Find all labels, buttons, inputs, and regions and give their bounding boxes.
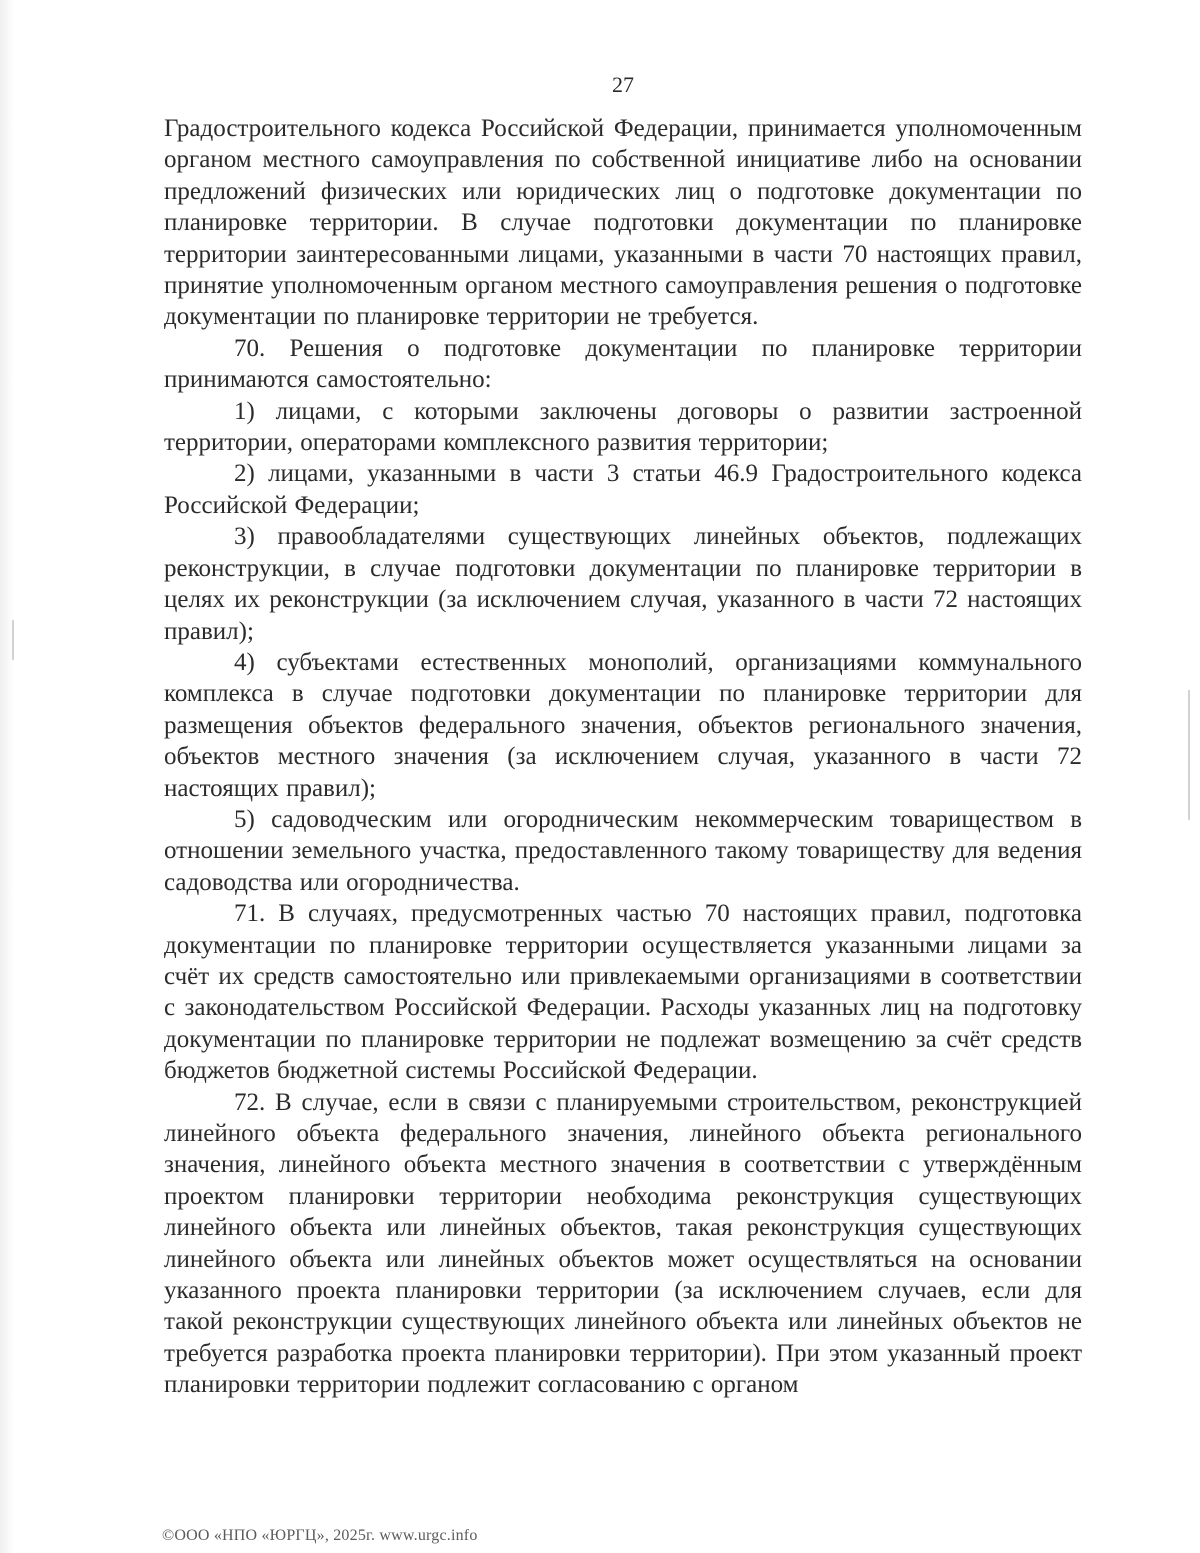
list-item-1: 1) лицами, с которыми заключены договоры о развитии застроенной территории, операторами комплексного развития территории; xyxy=(164,397,1082,457)
scan-left-edge xyxy=(0,0,14,1553)
scan-speck xyxy=(12,620,14,660)
list-item-5: 5) садоводческим или огородническим некоммерческим товариществом в отношении земельного участка, предоставленного такому товариществу для ведения садоводства или огородничества. xyxy=(164,805,1082,896)
copyright-footer: ©ООО «НПО «ЮРГЦ», 2025г. www.urgc.info xyxy=(162,1527,478,1544)
list-item-4: 4) субъектами естественных монополий, организациями коммунального комплекса в случае подготовки документации по планировке территории для размещения объектов федерального значения, объектов регионального значения, объектов местного значения (за исключением случая, указанного в части 72 настоящих правил); xyxy=(164,648,1082,802)
list-item-3: 3) правообладателями существующих линейных объектов, подлежащих реконструкции, в случае подготовки документации по планировке территории в целях их реконструкции (за исключением случая, указанного в части 72 настоящих правил); xyxy=(164,523,1082,645)
paragraph-clause-70: 70. Решения о подготовке документации по планировке территории принимаются самостоятельно: xyxy=(164,334,1082,394)
scan-speck xyxy=(1188,690,1190,820)
page-number: 27 xyxy=(612,72,634,97)
document-body xyxy=(164,113,1082,1401)
paragraph-clause-72: 72. В случае, если в связи с планируемыми строительством, реконструкцией линейного объекта федерального значения, линейного объекта регионального значения, линейного объекта местного значения в соответствии с утверждённым проектом планировки территории необходима реконструкция существующих линейного объекта или линейных объектов, такая реконструкция существующих линейного объекта или линейных объектов может осуществляться на основании указанного проекта планировки территории (за исключением случаев, если для такой реконструкции существующих линейного объекта или линейных объектов не требуется разработка проекта планировки территории). При этом указанный проект планировки территории подлежит согласованию с органом xyxy=(164,1088,1082,1399)
paragraph-clause-71: 71. В случаях, предусмотренных частью 70 настоящих правил, подготовка документации по планировке территории осуществляется указанными лицами за счёт их средств самостоятельно или привлекаемыми организациями в соответствии с законодательством Российской Федерации. Расходы указанных лиц на подготовку документации по планировке территории не подлежат возмещению за счёт средств бюджетов бюджетной системы Российской Федерации. xyxy=(164,900,1082,1085)
paragraph-continuation: Градостроительного кодекса Российской Федерации, принимается уполномоченным органом местного самоуправления по собственной инициативе либо на основании предложений физических или юридических лиц о подготовке документации по планировке территории. В случае подготовки документации по планировке территории заинтересованными лицами, указанными в части 70 настоящих правил, принятие уполномоченным органом местного самоуправления решения о подготовке документации по планировке территории не требуется. xyxy=(164,115,1082,331)
list-item-2: 2) лицами, указанными в части 3 статьи 46.9 Градостроительного кодекса Российской Федерации; xyxy=(164,460,1082,519)
